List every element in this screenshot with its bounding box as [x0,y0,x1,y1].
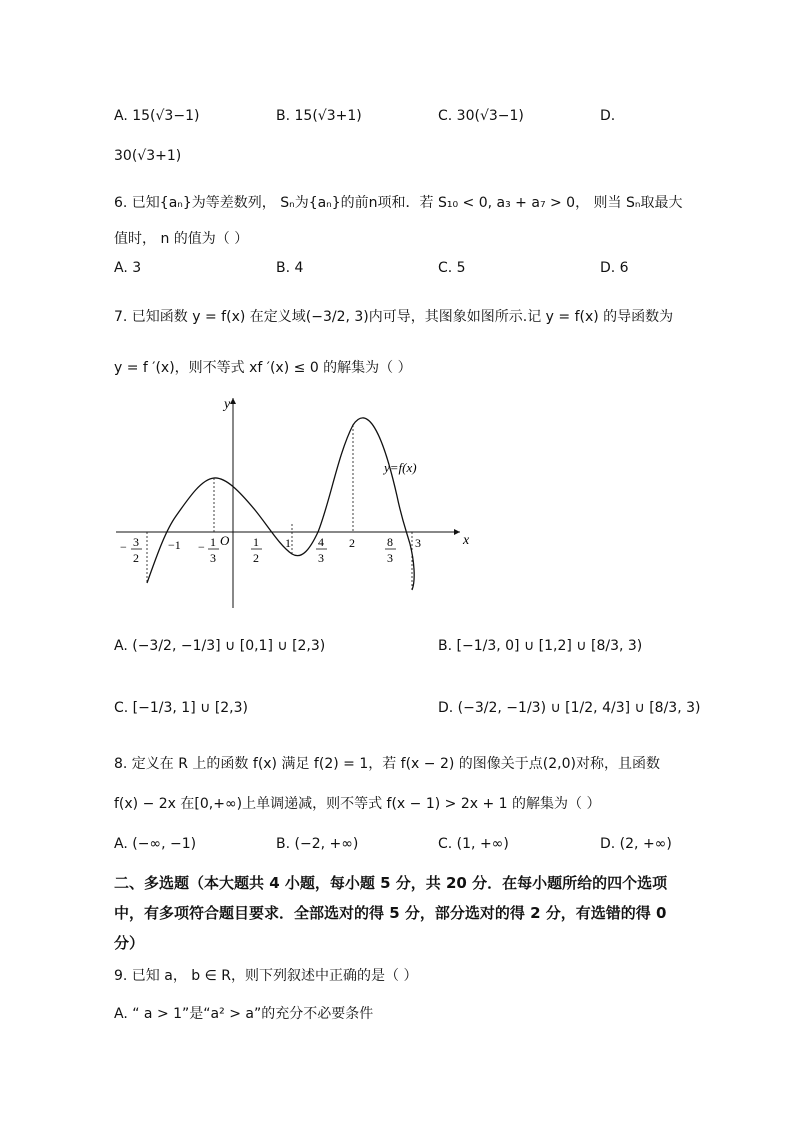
q7-stem-line1: 7. 已知函数 y = f(x) 在定义域(−3/2, 3)内可导，其图象如图所示.记 y = f(x) 的导函数为 [114,309,674,325]
q6-stem-line1: 6. 已知{aₙ}为等差数列， Sₙ为{aₙ}的前n项和．若 S₁₀ < 0, a₃ + a₇ > 0， 则当 Sₙ取最大 [114,195,683,211]
tick-minus-one: −1 [168,538,181,552]
q7-option-a: A. (−3/2, −1/3] ∪ [0,1] ∪ [2,3) [114,638,326,654]
svg-text:4: 4 [318,535,324,549]
tick-minus-one-third [198,535,219,565]
q6-option-d: D. 6 [600,260,629,276]
svg-text:3: 3 [133,535,139,549]
q7-option-c: C. [−1/3, 1] ∪ [2,3) [114,700,249,716]
q5-option-d-value: 30(√3+1) [114,148,182,164]
svg-text:−: − [198,540,205,554]
svg-text:−: − [120,540,127,554]
q8-option-d: D. (2, +∞) [600,836,672,852]
q6-option-a: A. 3 [114,260,142,276]
q8-option-c: C. (1, +∞) [438,836,509,852]
x-axis-label: x [463,533,470,548]
svg-text:3: 3 [318,551,324,565]
function-graph [110,392,480,614]
svg-text:1: 1 [210,535,216,549]
q6-stem-line2: 值时， n 的值为（ ） [114,231,249,247]
tick-four-thirds [316,535,327,565]
tick-eight-thirds [385,535,396,565]
svg-text:1: 1 [253,535,259,549]
y-axis-label: y [224,397,231,412]
q8-option-b: B. (−2, +∞) [276,836,359,852]
q9-option-a: A. “ a > 1”是“a² > a”的充分不必要条件 [114,1006,374,1022]
tick-minus-three-halves [120,535,142,565]
tick-one: 1 [285,536,291,550]
origin-label: O [220,533,230,548]
q5-option-a: A. 15(√3−1) [114,108,200,124]
tick-two: 2 [349,536,355,550]
q7-option-d: D. (−3/2, −1/3) ∪ [1/2, 4/3] ∪ [8/3, 3) [438,700,701,716]
svg-text:3: 3 [387,551,393,565]
svg-text:2: 2 [133,551,139,565]
q5-option-d-label: D. [600,108,616,124]
section2-heading-line1: 二、多选题（本大题共 4 小题，每小题 5 分，共 20 分．在每小题所给的四个选项 [114,874,668,892]
q7-stem-line2: y = f ′(x)，则不等式 xf ′(x) ≤ 0 的解集为（ ） [114,360,412,376]
svg-text:3: 3 [210,551,216,565]
q5-option-c: C. 30(√3−1) [438,108,524,124]
section2-heading-line3: 分） [114,934,145,952]
q7-option-b: B. [−1/3, 0] ∪ [1,2] ∪ [8/3, 3) [438,638,643,654]
q6-option-b: B. 4 [276,260,304,276]
q8-stem-line1: 8. 定义在 R 上的函数 f(x) 满足 f(2) = 1，若 f(x − 2) 的图像关于点(2,0)对称，且函数 [114,756,660,772]
curve-f [147,418,414,590]
curve-label: y=f(x) [384,460,417,475]
q9-stem: 9. 已知 a， b ∈ R，则下列叙述中正确的是（ ） [114,968,418,984]
svg-text:8: 8 [387,535,393,549]
tick-three: 3 [415,536,421,550]
tick-one-half [251,535,262,565]
q8-stem-line2: f(x) − 2x 在[0,+∞)上单调递减，则不等式 f(x − 1) > 2x + 1 的解集为（ ） [114,796,601,812]
section2-heading-line2: 中，有多项符合题目要求．全部选对的得 5 分，部分选对的得 2 分，有选错的得 0 [114,904,667,922]
svg-text:2: 2 [253,551,259,565]
q5-option-b: B. 15(√3+1) [276,108,362,124]
q8-option-a: A. (−∞, −1) [114,836,197,852]
q6-option-c: C. 5 [438,260,466,276]
